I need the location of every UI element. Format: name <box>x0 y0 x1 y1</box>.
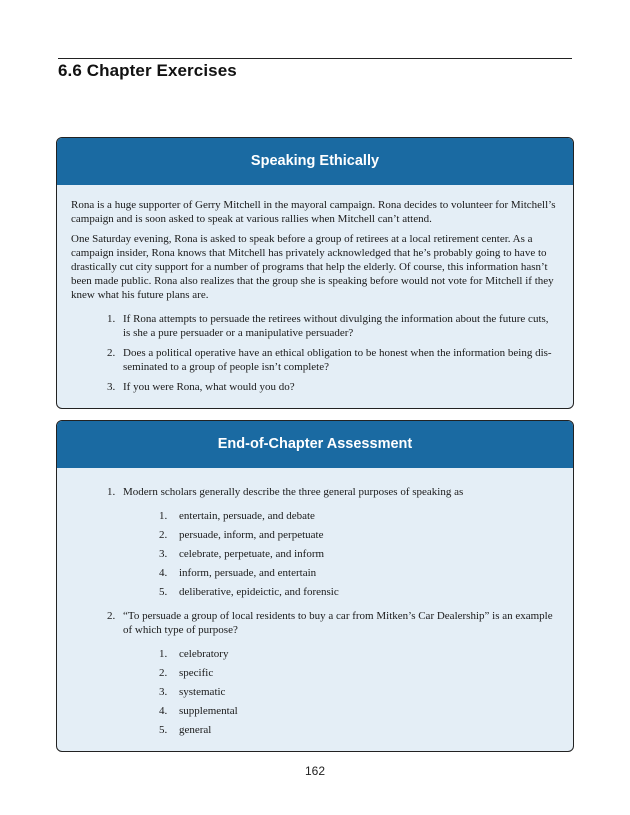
list-number: 3. <box>159 548 168 560</box>
list-item <box>71 723 555 737</box>
list-item <box>71 685 555 699</box>
list-number: 3. <box>159 686 168 698</box>
list-item <box>71 704 555 718</box>
option-text: general <box>179 724 212 736</box>
page-number: 162 <box>304 764 326 778</box>
list-item <box>71 609 559 737</box>
assessment-box <box>56 420 574 752</box>
paragraph: Rona is a huge supporter of Gerry Mitchell in the mayoral campaign. Rona decides to volunteer for Mitchell’s campaign and is soon asked to speak at various rallies when Mitchell can’t attend. <box>71 199 556 225</box>
paragraph: One Saturday evening, Rona is asked to speak before a group of retirees at a local retirement center. As a campaign insider, Rona knows that Mitchell has privately acknowledged that he’s probably going to have to drastically cut city support for a number of programs that help the elderly. Of course, this information hasn’t been made public. Rona also realizes that the group she is speaking before would not vote for Mitchell if they knew what his future plans are. <box>71 233 554 301</box>
list-item <box>71 380 559 394</box>
assessment-header: End-of-Chapter Assessment <box>57 421 573 468</box>
option-list <box>71 647 555 737</box>
list-number: 2. <box>159 529 168 541</box>
speaking-ethically-header: Speaking Ethically <box>57 138 573 185</box>
list-number: 2. <box>107 610 116 622</box>
list-number: 4. <box>159 567 168 579</box>
option-text: supplemental <box>179 705 238 717</box>
list-number: 1. <box>107 486 116 498</box>
option-text: inform, persuade, and entertain <box>179 567 317 579</box>
question-text: Does a political operative have an ethical obligation to be honest when the information being dis- seminated to a group of people isn’t complete? <box>123 347 552 373</box>
speaking-ethically-body <box>57 185 573 394</box>
list-number: 5. <box>159 724 168 736</box>
list-item <box>71 566 555 580</box>
list-item <box>71 509 555 523</box>
list-number: 1. <box>159 648 168 660</box>
list-item <box>71 547 555 561</box>
option-text: deliberative, epideictic, and forensic <box>179 586 339 598</box>
question-text: “To persuade a group of local residents to buy a car from Mitken’s Car Dealership” is an example of which type of purpose? <box>123 610 553 636</box>
list-item <box>71 485 559 599</box>
option-text: entertain, persuade, and debate <box>179 510 315 522</box>
option-text: specific <box>179 667 214 679</box>
list-number: 3. <box>107 381 116 393</box>
list-item <box>71 528 555 542</box>
question-text: If Rona attempts to persuade the retirees without divulging the information about the future cuts, is she a pure persuader or a manipulative persuader? <box>123 313 549 339</box>
speaking-ethically-box <box>56 137 574 409</box>
option-text: systematic <box>179 686 226 698</box>
assessment-body <box>57 468 573 737</box>
question-text: Modern scholars generally describe the three general purposes of speaking as <box>123 486 464 498</box>
option-list <box>71 509 555 599</box>
section-title: 6.6 Chapter Exercises <box>58 61 237 80</box>
list-item <box>71 312 559 340</box>
list-item <box>71 647 555 661</box>
ethics-question-list <box>71 312 559 394</box>
list-number: 1. <box>107 313 116 325</box>
assessment-question-list <box>71 485 559 737</box>
option-text: celebrate, perpetuate, and inform <box>179 548 325 560</box>
list-number: 2. <box>159 667 168 679</box>
list-number: 2. <box>107 347 116 359</box>
list-number: 4. <box>159 705 168 717</box>
list-item <box>71 585 555 599</box>
top-rule <box>58 58 572 59</box>
option-text: celebratory <box>179 648 229 660</box>
list-item <box>71 346 559 374</box>
list-number: 5. <box>159 586 168 598</box>
list-item <box>71 666 555 680</box>
option-text: persuade, inform, and perpetuate <box>179 529 324 541</box>
question-text: If you were Rona, what would you do? <box>123 381 295 393</box>
list-number: 1. <box>159 510 168 522</box>
